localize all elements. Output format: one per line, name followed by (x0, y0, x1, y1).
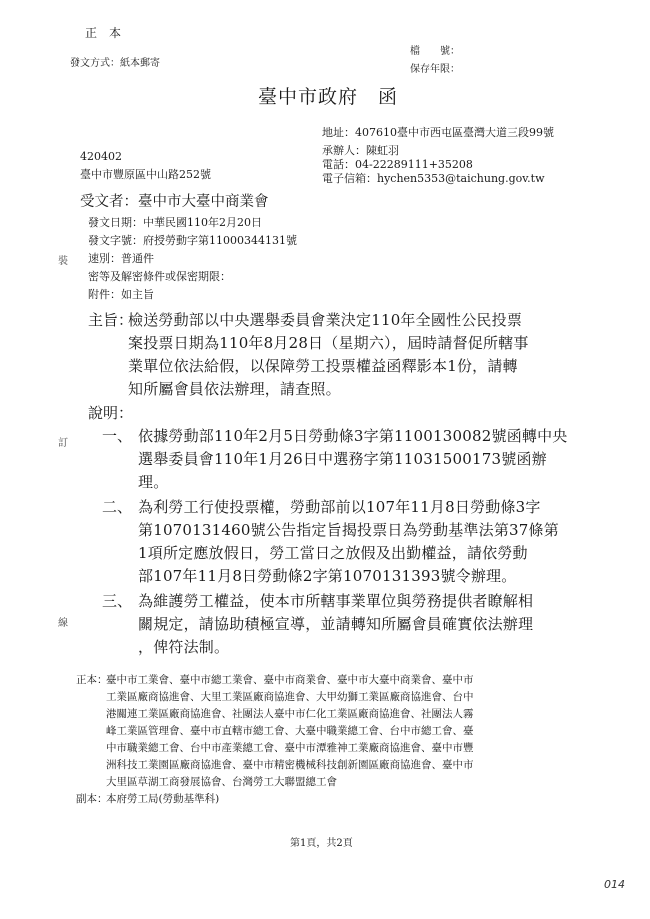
explanation-line: 依據勞動部110年2月5日勞動條3字第1100130082號函轉中央 (138, 427, 568, 445)
issue-date: 發文日期：中華民國110年2月20日 (88, 216, 262, 229)
subject-line: 知所屬會員依法辦理，請查照。 (128, 380, 341, 398)
attachment: 附件：如主旨 (88, 288, 154, 301)
copies-line: 峰工業區管理會、臺中市直轄市總工會、大臺中職業總工會、台中市總工會、臺 (106, 725, 474, 737)
explanation-line: 第1070131460號公告指定旨揭投票日為勞動基準法第37條第 (138, 521, 559, 539)
security-level: 密等及解密條件或保密期限： (88, 270, 231, 283)
page-number: 第1頁，共2頁 (290, 838, 353, 849)
handwritten-number: 014 (604, 878, 625, 891)
handler-email: 電子信箱：hychen5353@taichung.gov.tw (322, 172, 545, 185)
explanation-line: 為維護勞工權益，使本市所轄事業單位與勞務提供者瞭解相 (138, 592, 534, 610)
copies-line: 中市職業總工會、台中市產業總工會、臺中市潭雅神工業廠商協進會、臺中市豐 (106, 742, 474, 754)
explanation-line: 為利勞工行使投票權，勞動部前以107年11月8日勞動條3字 (138, 498, 541, 516)
handler-phone: 電話：04-22289111+35208 (322, 158, 473, 171)
copies-line: 大里區草湖工商發展協會、台灣勞工大聯盟總工會 (106, 776, 337, 788)
copy-type-label: 正 本 (85, 26, 122, 40)
delivery-speed: 速別：普通件 (88, 252, 154, 265)
postal-code: 420402 (80, 150, 122, 163)
explanation-label: 說明： (88, 404, 134, 422)
file-number-label: 檔 號： (410, 46, 460, 57)
copies-line: 港關連工業區廠商協進會、社團法人臺中市仁化工業區廠商協進會、社團法人霧 (106, 708, 474, 720)
item-number: 二、 (102, 498, 133, 516)
document-title: 臺中市政府 函 (258, 86, 399, 108)
sender-address: 地址：407610臺中市西屯區臺灣大道三段99號 (322, 126, 554, 139)
copies-label: 正本： (76, 674, 108, 686)
item-number: 一、 (102, 427, 133, 445)
copies-line: 工業區廠商協進會、大里工業區廠商協進會、大甲幼獅工業區廠商協進會、台中 (106, 691, 474, 703)
explanation-line: 1項所定應放假日，勞工當日之放假及出勤權益，請依勞動 (138, 544, 528, 562)
copies-line: 臺中市工業會、臺中市總工業會、臺中市商業會、臺中市大臺中商業會、臺中市 (106, 674, 474, 686)
cc-recipients: 本府勞工局(勞動基準科) (106, 793, 220, 805)
explanation-line: 關規定，請協助積極宣導，並請轉知所屬會員確實依法辦理 (138, 615, 534, 633)
subject-line: 檢送勞動部以中央選舉委員會業決定110年全國性公民投票 (128, 311, 523, 329)
item-number: 三、 (102, 592, 133, 610)
binding-mark-top: 裝 (58, 256, 68, 267)
explanation-line: ，俾符法制。 (138, 638, 230, 656)
binding-mark-middle: 訂 (58, 438, 68, 449)
retention-period-label: 保存年限： (410, 64, 460, 75)
subject-label: 主旨： (88, 311, 134, 329)
explanation-line: 部107年11月8日勞動條2字第1070131393號令辦理。 (138, 567, 517, 585)
copies-line: 洲科技工業園區廠商協進會、臺中市精密機械科技創新園區廠商協進會、臺中市 (106, 759, 474, 771)
binding-mark-bottom: 線 (58, 618, 68, 629)
cc-label: 副本： (76, 793, 108, 805)
send-method: 發文方式：紙本郵寄 (70, 58, 160, 69)
explanation-line: 選舉委員會110年1月26日中選務字第11031500173號函辦 (138, 450, 547, 468)
document-number: 發文字號：府授勞動字第11000344131號 (88, 234, 297, 247)
recipient-address: 臺中市豐原區中山路252號 (80, 168, 211, 181)
subject-line: 業單位依法給假，以保障勞工投票權益函釋影本1份，請轉 (128, 357, 518, 375)
recipient: 受文者：臺中市大臺中商業會 (80, 194, 269, 210)
subject-line: 案投票日期為110年8月28日（星期六），屆時請督促所轄事 (128, 334, 529, 352)
explanation-line: 理。 (138, 473, 169, 491)
handler-name: 承辦人：陳虹羽 (322, 144, 399, 157)
